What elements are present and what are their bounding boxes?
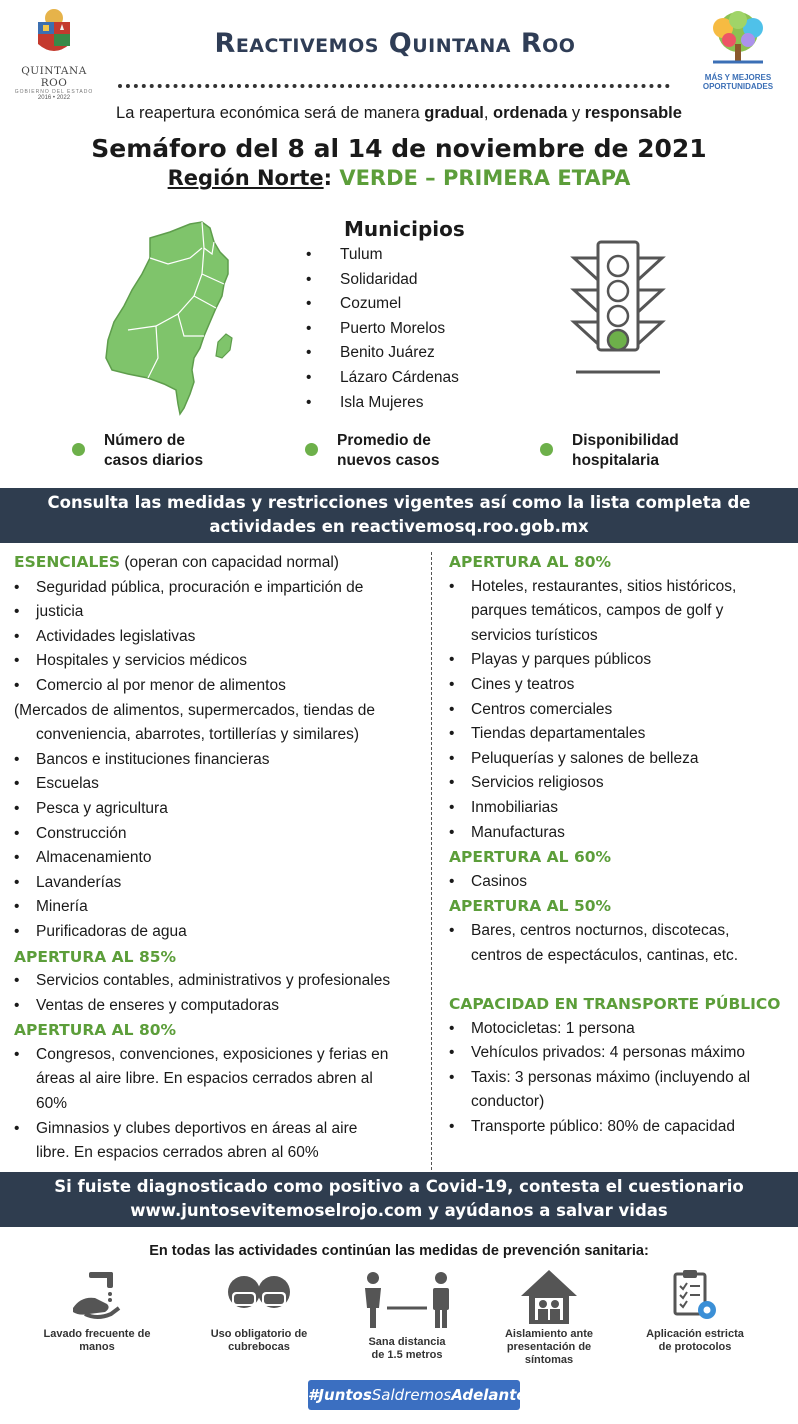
list-item: • Centros comerciales — [449, 698, 789, 723]
apertura-50-heading: APERTURA AL 50% — [449, 897, 612, 916]
logo-line1: MÁS Y MEJORES — [704, 73, 772, 82]
list-item: • Bancos e instituciones financieras — [14, 748, 424, 773]
mas-oportunidades-logo — [690, 10, 786, 91]
apertura-80-left-heading: APERTURA AL 80% — [14, 1021, 177, 1040]
banner-line2: actividades en reactivemosq.roo.gob.mx — [209, 517, 589, 536]
icon-label-line1: Sana distancia — [368, 1336, 446, 1348]
list-item-cont: centros de espectáculos, cantinas, etc. — [471, 946, 739, 964]
apertura-60-heading: APERTURA AL 60% — [449, 848, 612, 867]
indicator-line1: Número de — [104, 432, 185, 449]
indicator-casos-diarios — [104, 431, 203, 471]
prevencion-cubrebocas — [184, 1268, 334, 1354]
prevencion-protocolos — [620, 1268, 770, 1354]
list-item: • Pesca y agricultura — [14, 797, 424, 822]
apertura-80-right-heading: APERTURA AL 80% — [449, 553, 612, 571]
indicator-nuevos-casos — [337, 431, 440, 471]
logo-sub: GOBIERNO DEL ESTADO — [14, 89, 94, 95]
list-item: • Minería — [14, 895, 424, 920]
semaforo-title: Semáforo del 8 al 14 de noviembre de 2021 — [91, 134, 707, 163]
list-item-cont: libre. En espacios cerrados abren al 60% — [36, 1144, 319, 1162]
indicator-hospitalaria — [572, 431, 679, 471]
municipios-title: Municipios — [344, 217, 465, 241]
header — [0, 0, 798, 100]
subtitle-ordenada: ordenada — [493, 104, 568, 122]
list-item: • Purificadoras de agua — [14, 920, 424, 945]
subtitle-gradual: gradual — [424, 104, 484, 122]
prevencion-icons — [0, 1268, 798, 1378]
list-item: • Servicios religiosos — [449, 771, 789, 796]
municipio-item: • Isla Mujeres — [306, 391, 459, 416]
right-column — [449, 550, 789, 1140]
subtitle-sep2: y — [567, 104, 585, 122]
indicator-line2: casos diarios — [104, 452, 204, 469]
list-item: • Escuelas — [14, 772, 424, 797]
face-mask-icon — [224, 1268, 294, 1322]
icon-label-line2: de protocolos — [658, 1341, 732, 1353]
list-item: • Lavanderías — [14, 871, 424, 896]
apertura-85-heading: APERTURA AL 85% — [14, 947, 177, 966]
list-item: • Inmobiliarias — [449, 796, 789, 821]
list-item: • Ventas de enseres y computadoras — [14, 994, 424, 1019]
left-column — [14, 550, 424, 1166]
banner-line2: www.juntosevitemoselrojo.com y ayúdanos a salvar vidas — [130, 1201, 668, 1220]
region-line — [0, 166, 798, 190]
icon-label-line2: de 1.5 metros — [371, 1349, 443, 1361]
hashtag-pre: #Juntos — [308, 1386, 372, 1404]
municipio-item: • Solidaridad — [306, 268, 459, 293]
logo-name: QUINTANA ROO — [21, 65, 87, 89]
hashtag-badge — [308, 1380, 527, 1410]
list-item-cont: 60% — [36, 1095, 68, 1113]
prevencion-title: En todas las actividades continúan las medidas de prevención sanitaria: — [149, 1243, 649, 1259]
subtitle-pre: La reapertura económica será de manera — [116, 104, 425, 122]
quintana-roo-logo — [8, 8, 100, 101]
list-item: • Casinos — [449, 870, 789, 895]
indicator-line2: nuevos casos — [337, 452, 440, 469]
social-distance-icon — [359, 1268, 455, 1330]
icon-label-line2: manos — [79, 1341, 115, 1353]
list-item: • Vehículos privados: 4 personas máximo — [449, 1041, 789, 1066]
state-shield-icon — [33, 8, 75, 58]
list-item: • Taxis: 3 personas máximo (incluyendo al — [449, 1066, 789, 1091]
green-dot-icon — [305, 443, 318, 456]
icon-label-line3: síntomas — [524, 1354, 574, 1366]
covid-banner — [0, 1172, 798, 1227]
hashtag-mid: Saldremos — [371, 1386, 452, 1404]
list-item: • Congresos, convenciones, exposiciones y ferias en — [14, 1043, 424, 1068]
list-item: • Playas y parques públicos — [449, 648, 789, 673]
subtitle-responsable: responsable — [584, 104, 682, 122]
list-item: • Actividades legislativas — [14, 625, 424, 650]
list-item-cont: parques temáticos, campos de golf y — [471, 602, 724, 620]
list-item: • Motocicletas: 1 persona — [449, 1017, 789, 1042]
list-item-cont: servicios turísticos — [471, 626, 598, 644]
esenciales-heading — [14, 550, 424, 576]
list-item: • Almacenamiento — [14, 846, 424, 871]
main-title: Reactivemos Quintana Roo — [214, 28, 576, 59]
title-divider — [118, 84, 670, 88]
esenciales-label: ESENCIALES — [14, 553, 121, 571]
spacer — [449, 968, 789, 992]
indicator-line1: Disponibilidad — [572, 432, 679, 449]
list-item: • Hoteles, restaurantes, sitios históricos, — [449, 575, 789, 600]
region-map-image — [98, 218, 258, 418]
home-isolation-icon — [519, 1268, 579, 1326]
indicator-line2: hospitalaria — [572, 452, 659, 469]
list-item: • Construcción — [14, 822, 424, 847]
hashtag-post: Adelante — [451, 1386, 527, 1404]
icon-label-line1: Lavado frecuente de — [43, 1328, 151, 1340]
traffic-light-icon — [570, 240, 666, 374]
icon-label-line1: Aislamiento ante — [504, 1328, 594, 1340]
logo-line2: OPORTUNIDADES — [702, 82, 774, 91]
list-item: • Manufacturas — [449, 821, 789, 846]
municipios-list — [306, 243, 459, 415]
list-item: • Gimnasios y clubes deportivos en áreas al aire — [14, 1117, 424, 1142]
green-dot-icon — [72, 443, 85, 456]
tree-icon — [703, 10, 773, 66]
list-item: • Servicios contables, administrativos y profesionales — [14, 969, 424, 994]
esenciales-note: (operan con capacidad normal) — [120, 554, 339, 571]
prevencion-lavado — [22, 1268, 172, 1354]
municipio-item: • Tulum — [306, 243, 459, 268]
transporte-heading: CAPACIDAD EN TRANSPORTE PÚBLICO — [449, 995, 781, 1014]
column-divider — [431, 552, 432, 1170]
list-item: • Hospitales y servicios médicos — [14, 649, 424, 674]
list-item-text: justicia — [36, 603, 84, 621]
logo-years: 2016 • 2022 — [37, 95, 71, 101]
list-item: • Comercio al por menor de alimentos — [14, 674, 424, 699]
municipio-item: • Lázaro Cárdenas — [306, 366, 459, 391]
list-item: • Peluquerías y salones de belleza — [449, 747, 789, 772]
banner-line1: Consulta las medidas y restricciones vigentes así como la lista completa de — [47, 493, 751, 512]
municipio-item: • Cozumel — [306, 292, 459, 317]
list-item: • Seguridad pública, procuración e impartición de — [14, 576, 424, 601]
consulta-banner — [0, 488, 798, 543]
list-item-cont: conductor) — [471, 1093, 545, 1111]
list-item: • Transporte público: 80% de capacidad — [449, 1115, 789, 1140]
icon-label-line2: presentación de — [506, 1341, 592, 1353]
icon-label-line1: Aplicación estricta — [646, 1328, 744, 1340]
subtitle-sep1: , — [483, 104, 494, 122]
list-item: • Tiendas departamentales — [449, 722, 789, 747]
list-item: • Cines y teatros — [449, 673, 789, 698]
indicator-line1: Promedio de — [337, 432, 431, 449]
region-colon: : — [323, 166, 340, 190]
subtitle — [0, 104, 798, 123]
list-item-cont — [14, 600, 424, 625]
checklist-gear-icon — [669, 1268, 721, 1322]
green-dot-icon — [540, 443, 553, 456]
esenciales-note-line: conveniencia, abarrotes, tortillerías y similares) — [36, 726, 360, 744]
list-item-cont: áreas al aire libre. En espacios cerrados abren al — [36, 1070, 373, 1088]
municipio-item: • Benito Juárez — [306, 341, 459, 366]
region-label: Región Norte — [167, 166, 324, 190]
esenciales-note-line: (Mercados de alimentos, supermercados, tiendas de — [14, 701, 375, 719]
list-item: • Bares, centros nocturnos, discotecas, — [449, 919, 789, 944]
banner-line1: Si fuiste diagnosticado como positivo a Covid-19, contesta el cuestionario — [54, 1177, 744, 1196]
hand-washing-icon — [67, 1268, 127, 1322]
region-status: VERDE – PRIMERA ETAPA — [339, 166, 631, 190]
icon-label-line2: cubrebocas — [228, 1341, 290, 1353]
municipio-item: • Puerto Morelos — [306, 317, 459, 342]
icon-label-line1: Uso obligatorio de — [210, 1328, 308, 1340]
prevencion-aislamiento — [474, 1268, 624, 1367]
prevencion-distancia — [332, 1268, 482, 1362]
